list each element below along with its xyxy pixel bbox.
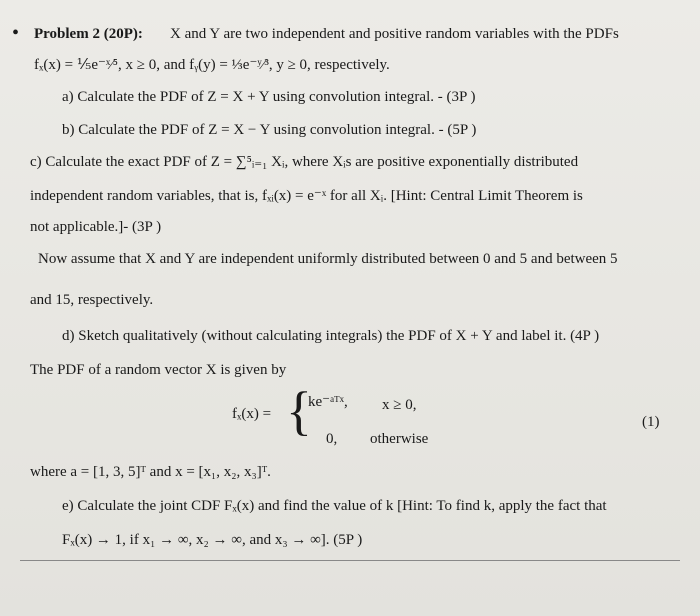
divider (20, 560, 680, 561)
uniform-line2: and 15, respectively. (30, 292, 154, 308)
part-a: a) Calculate the PDF of Z = X + Y using convolution integral. - (3P ) (62, 89, 476, 105)
equation-case2-expr: 0, (326, 431, 338, 447)
part-e-line2: Fₓ(x) → 1, if x₁ → ∞, x₂ → ∞, and x₃ → ∞]. (5P ) (62, 532, 363, 548)
part-c-line1: c) Calculate the exact PDF of Z = ∑⁵ᵢ₌₁ Xᵢ, where Xᵢs are positive exponentially distributed (30, 154, 579, 170)
equation-case1-cond: x ≥ 0, (382, 397, 417, 413)
bullet-icon: • (12, 22, 20, 44)
part-b: b) Calculate the PDF of Z = X − Y using convolution integral. - (5P ) (62, 122, 477, 138)
equation-brace: { (286, 381, 312, 441)
part-d: d) Sketch qualitatively (without calculating integrals) the PDF of X + Y and label it. (4P ) (62, 328, 600, 344)
equation-lhs: fₓ(x) = (232, 406, 272, 422)
where-line: where a = [1, 3, 5]ᵀ and x = [x₁, x₂, x₃]ᵀ. (30, 464, 271, 480)
equation-case1-expr: ke⁻ᵃᵀˣ, (308, 394, 348, 410)
part-c-line2: independent random variables, that is, fₓᵢ(x) = e⁻ˣ for all Xᵢ. [Hint: Central Limit Theorem is (30, 188, 583, 204)
problem-title: Problem 2 (20P): (34, 26, 143, 42)
problem-pdfs: fₓ(x) = ⅕e⁻ˣ⁄⁵, x ≥ 0, and fᵧ(y) = ⅓e⁻ʸ⁄³, y ≥ 0, respectively. (34, 57, 390, 73)
equation-number: (1) (642, 414, 660, 430)
vector-intro: The PDF of a random vector X is given by (30, 362, 287, 378)
part-c-line3: not applicable.]- (3P ) (30, 219, 162, 235)
part-e-line1: e) Calculate the joint CDF Fₓ(x) and find the value of k [Hint: To find k, apply the fact that (62, 498, 607, 514)
problem-intro: X and Y are two independent and positive random variables with the PDFs (170, 26, 619, 42)
uniform-line1: Now assume that X and Y are independent uniformly distributed between 0 and 5 and between 5 (38, 251, 618, 267)
equation-case2-cond: otherwise (370, 431, 429, 447)
